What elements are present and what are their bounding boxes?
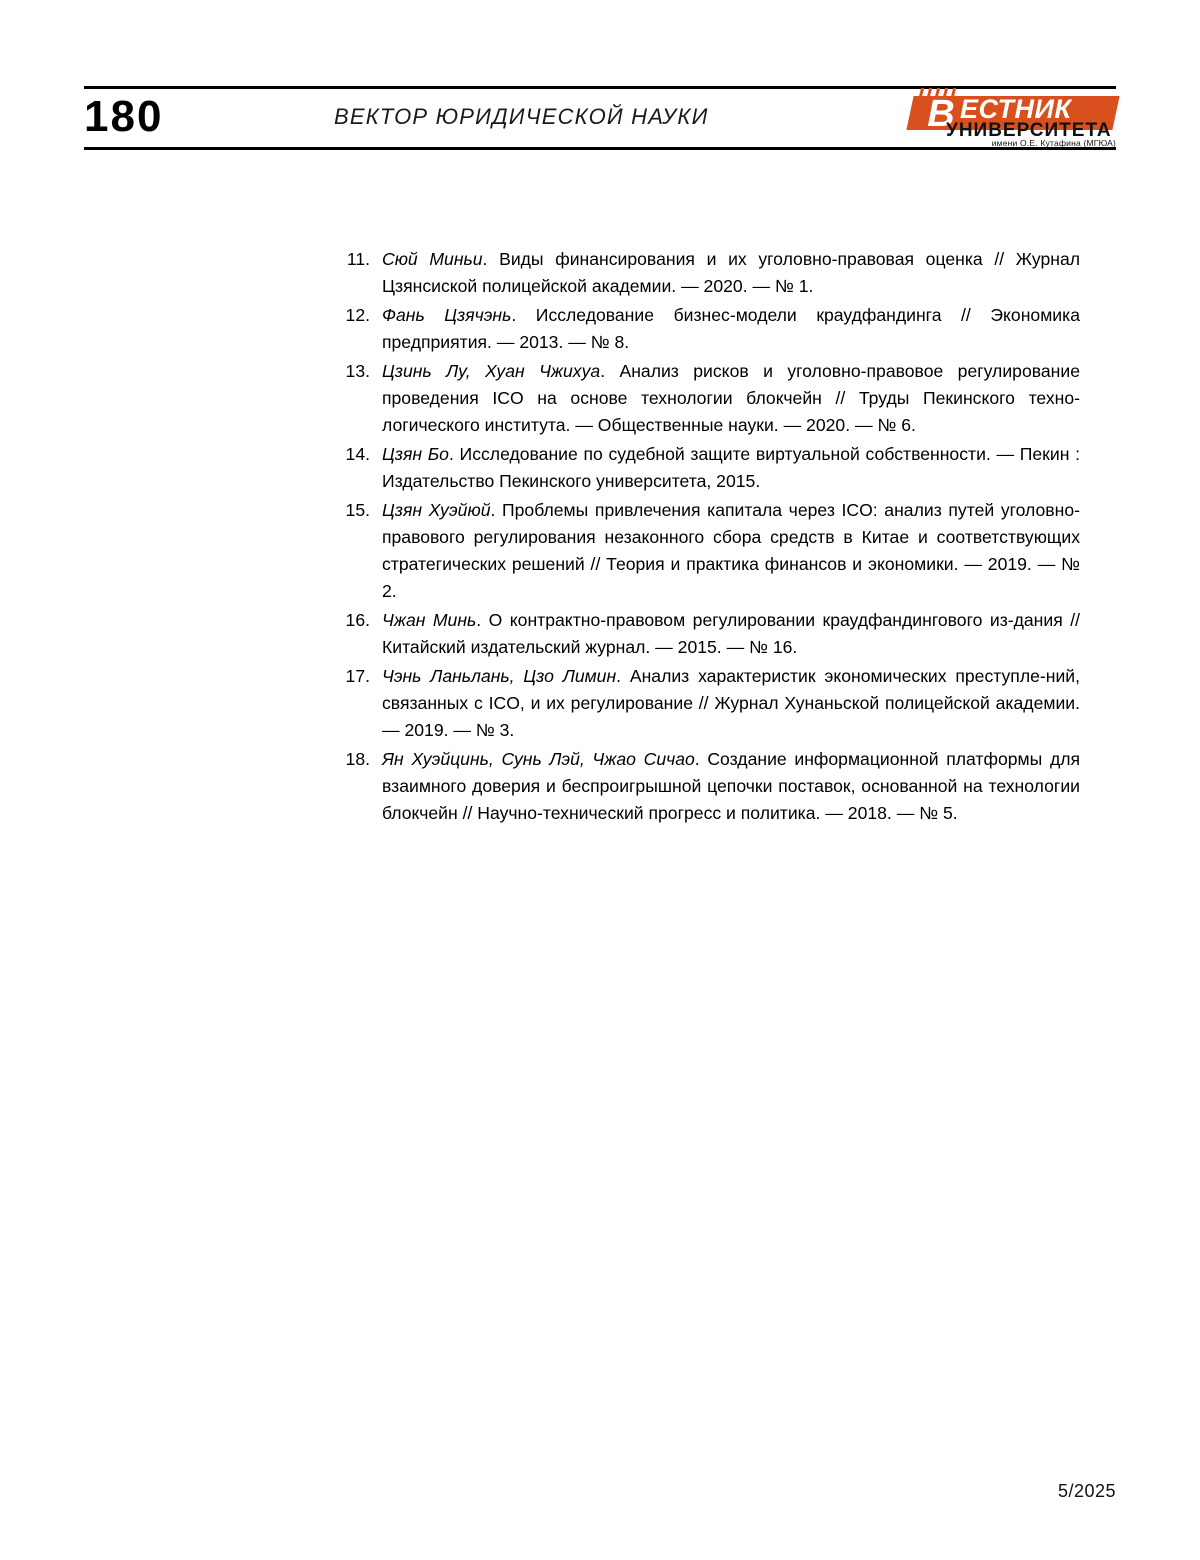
reference-authors: Чэнь Ланьлань, Цзо Лимин — [382, 666, 617, 686]
reference-list — [330, 246, 1080, 829]
list-item — [330, 746, 1080, 827]
reference-text — [382, 246, 1080, 300]
list-item — [330, 358, 1080, 439]
reference-authors: Ян Хуэйцинь, Сунь Лэй, Чжао Сичао — [382, 749, 695, 769]
page-header — [84, 86, 1116, 150]
reference-number: 18. — [345, 749, 370, 769]
reference-text — [382, 302, 1080, 356]
reference-number: 16. — [345, 610, 370, 630]
reference-text — [382, 441, 1080, 495]
reference-authors: Фань Цзячэнь — [382, 305, 512, 325]
reference-body: . Исследование бизнес-модели краудфандинга // Экономика предприятия. — 2013. — № 8. — [382, 305, 1080, 352]
list-item — [330, 607, 1080, 661]
reference-text — [382, 746, 1080, 827]
list-item — [330, 441, 1080, 495]
reference-body: . Виды финансирования и их уголовно-правовая оценка // Журнал Цзянсиской полицейской академии. — 2020. — № 1. — [382, 249, 1080, 296]
list-item — [330, 302, 1080, 356]
header-rule-bottom — [84, 147, 1116, 150]
reference-body: . Анализ характеристик экономических преступле-ний, связанных с ICO, и их регулирование // Журнал Хунаньской полицейской академии. — 2019. — № 3. — [382, 666, 1080, 740]
reference-number: 11. — [346, 249, 370, 269]
reference-body: . Исследование по судебной защите виртуальной собственности. — Пекин : Издательство Пекинского университета, 2015. — [382, 444, 1080, 491]
reference-text — [382, 607, 1080, 661]
reference-number: 12. — [345, 305, 370, 325]
reference-authors: Сюй Миньи — [382, 249, 483, 269]
footer-issue: 5/2025 — [1057, 1481, 1116, 1501]
reference-number: 13. — [345, 361, 370, 381]
list-item — [330, 663, 1080, 744]
list-item — [330, 246, 1080, 300]
reference-authors: Цзян Бо — [382, 444, 449, 464]
list-item — [330, 497, 1080, 605]
reference-authors: Чжан Минь — [382, 610, 477, 630]
reference-body: . Анализ рисков и уголовно-правовое регулирование проведения ICO на основе технологии блокчейн // Труды Пекинского техно-логического института. — Общественные науки. — 2020. — № 6. — [382, 361, 1080, 435]
logo-small-text: имени О.Е. Кутафина (МГЮА) — [991, 138, 1116, 148]
reference-text — [382, 497, 1080, 605]
reference-body: . О контрактно-правовом регулировании краудфандингового из-дания // Китайский издательский журнал. — 2015. — № 16. — [382, 610, 1080, 657]
reference-body: . Проблемы привлечения капитала через ICO: анализ путей уголовно-правового регулирования незаконного сбора средств в Китае и соответствующих стратегических решений // Теория и практика финансов и экономики. — 2019. — № 2. — [382, 500, 1080, 601]
journal-logo — [910, 88, 1116, 146]
reference-number: 15. — [345, 500, 370, 520]
logo-initial: В — [927, 93, 955, 135]
reference-authors: Цзян Хуэйюй — [382, 500, 491, 520]
reference-text — [382, 358, 1080, 439]
reference-text — [382, 663, 1080, 744]
reference-number: 17. — [345, 666, 370, 686]
logo-sub-text: УНИВЕРСИТЕТА — [946, 120, 1112, 141]
reference-number: 14. — [345, 444, 370, 464]
reference-body: . Создание информационной платформы для взаимного доверия и беспроигрышной цепочки поставок, основанной на технологии блокчейн // Научно-технический прогресс и политика. — 2018. — № 5. — [382, 749, 1080, 823]
logo-main-text: ЕСТНИК — [960, 94, 1072, 124]
section-title: ВЕКТОР ЮРИДИЧЕСКОЙ НАУКИ — [334, 104, 709, 129]
reference-authors: Цзинь Лу, Хуан Чжихуа — [382, 361, 601, 381]
page-number: 180 — [84, 92, 164, 141]
